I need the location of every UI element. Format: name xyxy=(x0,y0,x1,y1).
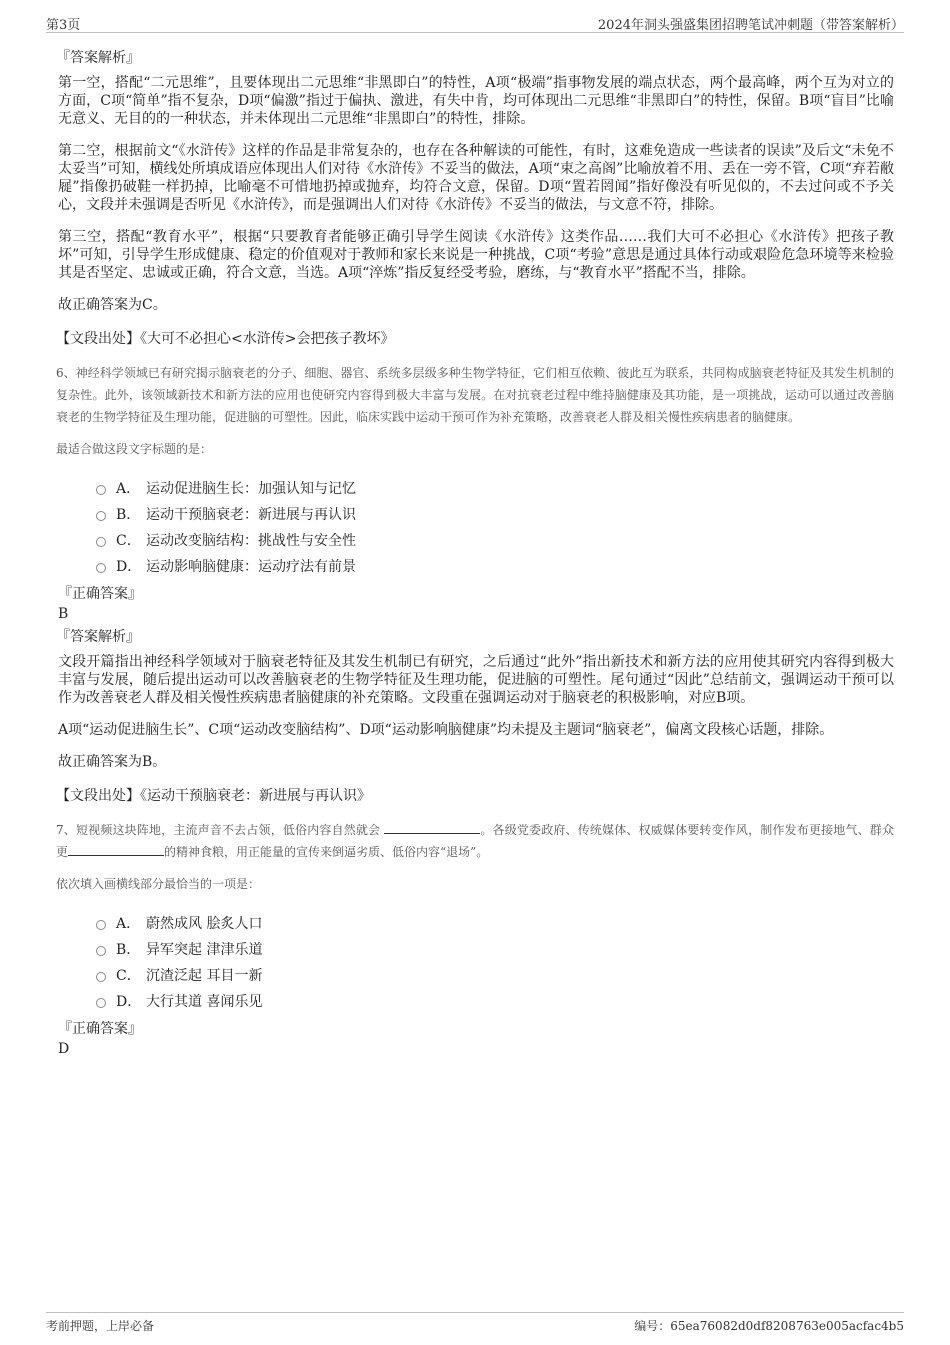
option-text: 蔚然成风 脍炙人口 xyxy=(146,916,263,932)
q7-question xyxy=(56,819,894,863)
q6-answer-tag: 『正确答案』 xyxy=(58,586,142,602)
option-text: 异军突起 津津乐道 xyxy=(146,942,263,958)
radio-icon[interactable] xyxy=(96,920,106,930)
q5-analysis-para1: 第一空，搭配“二元思维”，且要体现出二元思维“非黑即白”的特性，A项“极端”指事物发展的端点状态，两个最高峰，两个互为对立的方面，C项“简单”指不复杂，D项“偏激”指过于偏执、激进，有失中肯，均可体现出二元思维“非黑即白”的特性，保留。B项“盲目”比喻无意义、无目的的一种状态，并未体现出二元思维“非黑即白”的特性，排除。 xyxy=(58,75,894,127)
document-body xyxy=(56,44,894,1060)
q7-option-b[interactable] xyxy=(96,936,894,962)
page-footer xyxy=(46,1312,904,1335)
option-letter: B． xyxy=(116,507,141,523)
option-text: 运动干预脑衰老：新进展与再认识 xyxy=(146,507,356,523)
q6-source: 【文段出处】《运动干预脑衰老：新进展与再认识》 xyxy=(56,788,371,804)
q6-answer: B xyxy=(58,606,69,622)
option-letter: D． xyxy=(116,559,142,575)
q5-source: 【文段出处】《大可不必担心<水浒传>会把孩子教坏》 xyxy=(56,331,395,347)
q6-prompt: 最适合做这段文字标题的是： xyxy=(56,442,213,456)
footer-code-value: 65ea76082d0df8208763e005acfac4b5 xyxy=(670,1319,904,1333)
fill-blank-1 xyxy=(384,821,480,834)
option-letter: D． xyxy=(116,994,142,1010)
q6-option-c[interactable] xyxy=(96,527,894,553)
radio-icon[interactable] xyxy=(96,485,106,495)
page-header xyxy=(46,12,904,33)
option-text: 运动影响脑健康：运动疗法有前景 xyxy=(146,559,356,575)
option-letter: A． xyxy=(116,916,141,932)
radio-icon[interactable] xyxy=(96,563,106,573)
document-title: 2024年洞头强盛集团招聘笔试冲刺题（带答案解析） xyxy=(597,18,904,33)
page-number: 第3页 xyxy=(46,18,81,33)
radio-icon[interactable] xyxy=(96,998,106,1008)
q7-answer: D xyxy=(58,1041,70,1057)
q6-analysis-tag: 『答案解析』 xyxy=(56,629,140,645)
option-text: 运动促进脑生长：加强认知与记忆 xyxy=(146,481,356,497)
option-text: 大行其道 喜闻乐见 xyxy=(146,994,263,1010)
q6-question: 6、神经科学领域已有研究揭示脑衰老的分子、细胞、器官、系统多层级多种生物学特征，它们相互依赖、彼此互为联系，共同构成脑衰老特征及其发生机制的复杂性。此外，该领域新技术和新方法的应用也使研究内容得到极大丰富与发展。在对抗衰老过程中维持脑健康及其功能，是一项挑战，运动可以通过改善脑衰老的生物学特征及生理功能，促进脑的可塑性。因此，临床实践中运动干预可作为补充策略，改善衰老人群及相关慢性疾病患者的脑健康。 xyxy=(56,366,894,424)
radio-icon[interactable] xyxy=(96,946,106,956)
q7-option-a[interactable] xyxy=(96,910,894,936)
footer-slogan: 考前押题，上岸必备 xyxy=(46,1319,155,1333)
q7-prompt: 依次填入画横线部分最恰当的一项是： xyxy=(56,877,261,891)
q7-question-part1: 7、短视频这块阵地，主流声音不去占领，低俗内容自然就会 xyxy=(56,823,381,837)
q5-analysis-para3: 第三空，搭配“教育水平”，根据“只要教育者能够正确引导学生阅读《水浒传》这类作品……我们大可不必担心《水浒传》把孩子教坏”可知，引导学生形成健康、稳定的价值观对于教师和家长来说是一种挑战，C项“考验”意思是通过具体行动或艰险危急环境等来检验其是否坚定、忠诚或正确，符合文意，当选。A项“淬炼”指反复经受考验，磨练，与“教育水平”搭配不当，排除。 xyxy=(58,229,894,281)
q7-option-d[interactable] xyxy=(96,988,894,1014)
fill-blank-2 xyxy=(68,843,164,856)
radio-icon[interactable] xyxy=(96,537,106,547)
q6-option-d[interactable] xyxy=(96,553,894,579)
q7-option-c[interactable] xyxy=(96,962,894,988)
option-letter: A． xyxy=(116,481,141,497)
option-text: 沉渣泛起 耳目一新 xyxy=(146,968,263,984)
footer-code-label: 编号： xyxy=(634,1319,671,1333)
radio-icon[interactable] xyxy=(96,972,106,982)
q6-option-a[interactable] xyxy=(96,475,894,501)
q7-answer-tag: 『正确答案』 xyxy=(58,1021,142,1037)
q5-conclusion: 故正确答案为C。 xyxy=(58,297,167,313)
q6-analysis-para1: 文段开篇指出神经科学领域对于脑衰老特征及其发生机制已有研究，之后通过“此外”指出新技术和新方法的应用使其研究内容得到极大丰富与发展，随后提出运动可以改善脑衰老的生物学特征及生理功能，促进脑的可塑性。尾句通过“因此”总结前文，强调运动干预可以作为改善衰老人群及相关慢性疾病患者脑健康的补充策略。文段重在强调运动对于脑衰老的积极影响，对应B项。 xyxy=(58,654,894,706)
q7-question-part3: 的精神食粮，用正能量的宣传来倒逼劣质、低俗内容“退场”。 xyxy=(164,845,489,859)
q6-analysis-para2: A项“运动促进脑生长”、C项“运动改变脑结构”、D项“运动影响脑健康”均未提及主题词“脑衰老”，偏离文段核心话题，排除。 xyxy=(58,722,834,738)
option-letter: C． xyxy=(116,533,141,549)
q5-analysis-tag: 『答案解析』 xyxy=(56,50,140,66)
footer-code xyxy=(634,1317,904,1334)
q7-question-part2: 。各级党委政府、传统媒体、权威媒体要转变作风，制作发布更接地气、群众更 xyxy=(56,823,894,859)
q6-conclusion: 故正确答案为B。 xyxy=(58,754,167,770)
option-letter: C． xyxy=(116,968,141,984)
q5-analysis-para2: 第二空，根据前文“《水浒传》这样的作品是非常复杂的，也存在各种解读的可能性，有时，这难免造成一些读者的误读”及后文“未免不太妥当”可知，横线处所填成语应体现出人们对待《水浒传》不妥当的做法，A项“束之高阁”比喻放着不用、丢在一旁不管，C项“弃若敝屣”指像扔破鞋一样扔掉，比喻毫不可惜地扔掉或抛弃，均符合文意，保留。D项“置若罔闻”指好像没有听见似的，不去过问或不予关心，文段并未强调是否听见《水浒传》，而是强调出人们对待《水浒传》不妥当的做法，与文意不符，排除。 xyxy=(58,143,894,213)
q7-options xyxy=(96,910,894,1014)
q6-option-b[interactable] xyxy=(96,501,894,527)
q6-options xyxy=(96,475,894,579)
option-letter: B． xyxy=(116,942,141,958)
option-text: 运动改变脑结构：挑战性与安全性 xyxy=(146,533,356,549)
radio-icon[interactable] xyxy=(96,511,106,521)
